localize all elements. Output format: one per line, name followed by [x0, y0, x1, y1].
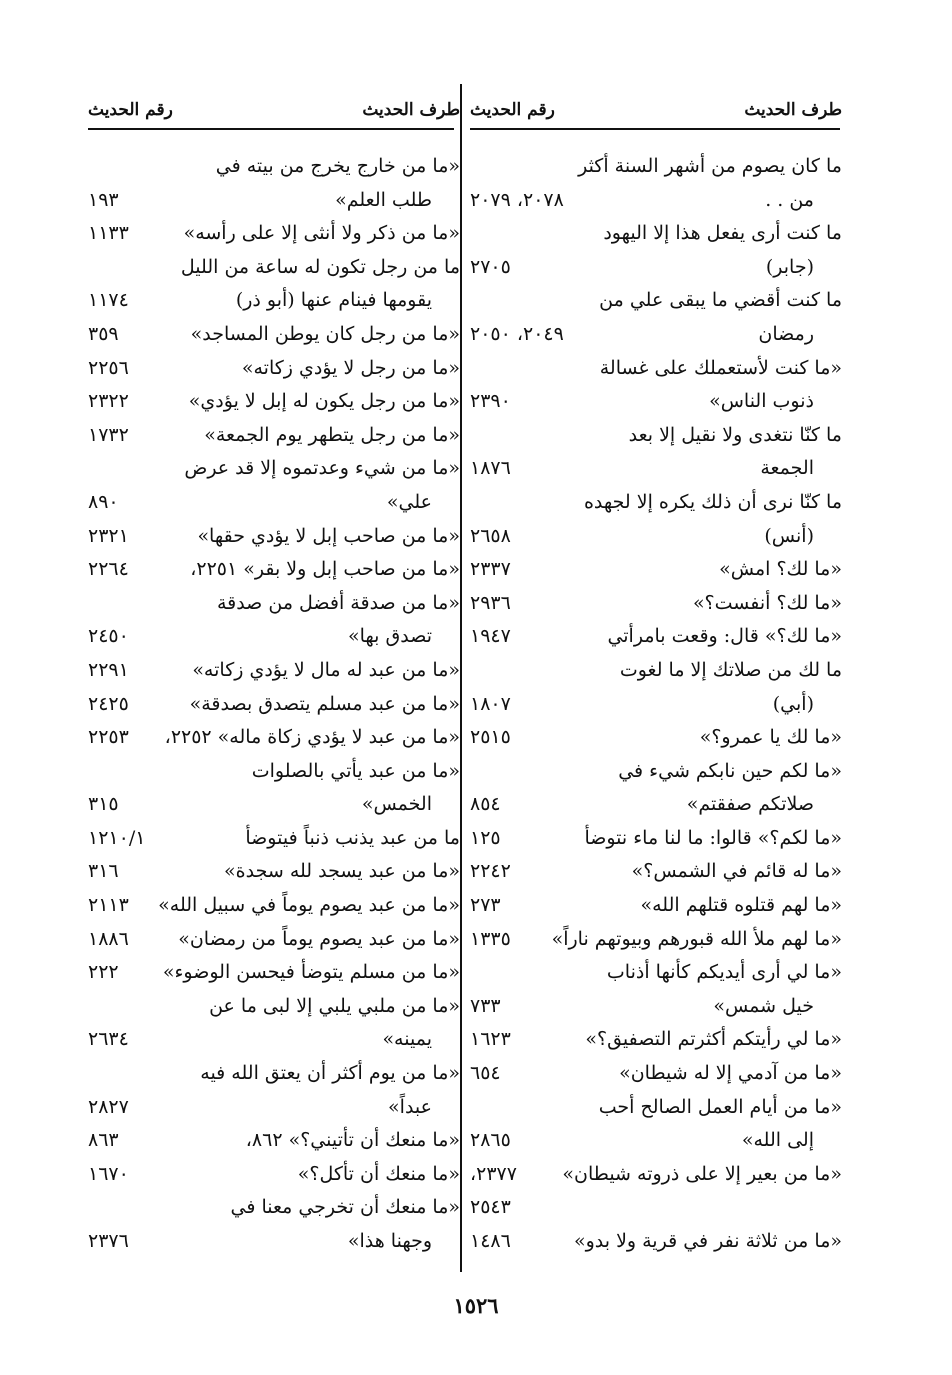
- hadith-text: علي»: [386, 490, 432, 513]
- hadith-text: (أبي): [772, 692, 814, 715]
- index-entry-line: [88, 923, 460, 957]
- hadith-number: ٢٥١٥: [470, 726, 511, 749]
- index-entry-line: [88, 352, 460, 386]
- index-entry-line: [88, 688, 460, 722]
- hadith-text: «ما من ثلاثة نفر في قرية ولا بدو»: [573, 1230, 842, 1252]
- hadith-text: «ما من عبد يسجد لله سجدة»: [224, 860, 460, 883]
- index-entry-line: [88, 419, 460, 453]
- hadith-text: خيل شمس»: [713, 994, 814, 1017]
- index-entry-line: [88, 755, 460, 789]
- index-entry-line: [462, 318, 842, 352]
- index-entry-line: [462, 150, 842, 184]
- hadith-number: ٢٤٢٥: [88, 692, 129, 715]
- hadith-text: تصدق بها»: [348, 625, 432, 648]
- hadith-text: ما من رجل تكون له ساعة من الليل: [180, 255, 460, 278]
- hadith-number: ٢٥٤٣: [470, 1196, 511, 1219]
- hadith-number: ٣١٥: [88, 793, 119, 816]
- hadith-text: «ما من صاحب إبل ولا بقر» ٢٢٥١،: [190, 558, 460, 581]
- left-column-header: [88, 100, 460, 124]
- hadith-text: «ما من بعير إلا على ذروته شيطان»: [562, 1162, 842, 1185]
- hadith-number: ١١٧٤: [88, 289, 129, 312]
- hadith-text: ما كان يصوم من أشهر السنة أكثر: [578, 155, 842, 177]
- index-entry-line: [462, 1057, 842, 1091]
- hadith-text: يمينه»: [382, 1028, 432, 1051]
- index-entry-line: [462, 184, 842, 218]
- hadith-number: ٦٥٤: [470, 1062, 501, 1085]
- index-entry-line: [462, 419, 842, 453]
- hadith-text: الخمس»: [361, 793, 432, 816]
- index-entry-line: [88, 889, 460, 923]
- hadith-number: ١٩٤٧: [470, 625, 511, 648]
- hadith-text: (جابر): [765, 255, 814, 278]
- hadith-number: ١٩٣: [88, 188, 119, 211]
- hadith-text: ما كنت أرى يفعل هذا إلا اليهود: [603, 222, 842, 245]
- hadith-number: ١٧٣٢: [88, 423, 129, 446]
- index-entry-line: [462, 788, 842, 822]
- index-entry-line: [462, 855, 842, 889]
- index-entry-line: [462, 1124, 842, 1158]
- hadith-text: «ما من صدقة أفضل من صدقة: [216, 591, 460, 614]
- hadith-number: ٢٤٥٠: [88, 625, 129, 648]
- hadith-number: ٢٣٣٧: [470, 558, 511, 581]
- index-entry-line: [88, 1023, 460, 1057]
- hadith-number: ٣١٦: [88, 860, 119, 883]
- hadith-text: عبداً»: [388, 1095, 432, 1118]
- hadith-number: ١١٣٣: [88, 222, 129, 245]
- index-entry-line: [462, 1091, 842, 1125]
- hadith-number: ٢٦٣٤: [88, 1028, 129, 1051]
- hadith-text: «ما منعك أن تأكل؟»: [297, 1162, 460, 1185]
- page-number: ١٥٢٦: [453, 1293, 499, 1318]
- index-entry-line: [462, 1191, 842, 1225]
- hadith-number: ٢٢٩١: [88, 658, 129, 681]
- hadith-text: «ما من رجل كان يوطن المساجد»: [190, 322, 460, 345]
- right-entries: [462, 150, 842, 1259]
- index-entry-line: [88, 956, 460, 990]
- hadith-text: «ما من مسلم يتوضأ فيحسن الوضوء»: [162, 961, 460, 984]
- hadith-text: «ما لك؟» قال: وقعت بامرأتي: [607, 625, 842, 648]
- index-entry-line: [88, 184, 460, 218]
- hadith-text: الجمعة: [760, 457, 814, 480]
- index-entry-line: [462, 251, 842, 285]
- hadith-number: ٢٨٦٥: [470, 1129, 511, 1152]
- hadith-text: يقومها فينام عنها (أبو ذر): [235, 289, 432, 312]
- hadith-text: من . .: [765, 188, 814, 211]
- hadith-text: ما لك من صلاتك إلا ما لغوت: [619, 658, 842, 681]
- hadith-number: ٢٢٢: [88, 961, 119, 984]
- index-entry-line: [88, 990, 460, 1024]
- header-number-label: رقم الحديث: [470, 100, 555, 120]
- header-text-label: طرف الحديث: [744, 100, 842, 120]
- hadith-text: «ما كنت لأستعملك على غسالة: [599, 356, 842, 379]
- hadith-text: «ما لي أرى أيديكم كأنها أذناب: [606, 961, 842, 984]
- hadith-text: «ما من أيام العمل الصالح أحب: [598, 1095, 842, 1118]
- hadith-number: ٢٨٢٧: [88, 1095, 129, 1118]
- hadith-number: ١٣٣٥: [470, 927, 511, 950]
- hadith-text: «ما من عبد يصوم يوماً من رمضان»: [178, 927, 460, 950]
- index-entry-line: [462, 385, 842, 419]
- hadith-number: ٢٢٤٢: [470, 860, 511, 883]
- hadith-text: «ما له قائم في الشمس؟»: [631, 860, 842, 883]
- index-entry-line: [462, 352, 842, 386]
- hadith-text: «ما لكم؟» قالوا: ما لنا ماء نتوضأ: [584, 826, 842, 849]
- index-entry-line: [88, 1124, 460, 1158]
- hadith-text: «ما منعك أن تخرجي معنا في: [230, 1196, 460, 1219]
- index-entry-line: [88, 385, 460, 419]
- hadith-number: ١٢٥: [470, 826, 501, 849]
- index-entry-line: [88, 654, 460, 688]
- hadith-number: ٢٣٢٢: [88, 390, 129, 413]
- hadith-text: ما كنّا نتغدى ولا نقيل إلا بعد: [628, 423, 842, 446]
- index-entry-line: [462, 755, 842, 789]
- hadith-number: ٨٦٣: [88, 1129, 119, 1152]
- hadith-text: «ما من ملبي يلبي إلا لبى ما عن: [209, 994, 460, 1017]
- header-text-label: طرف الحديث: [362, 100, 460, 120]
- index-entry-line: [88, 553, 460, 587]
- hadith-number: ٢٠٤٩، ٢٠٥٠: [470, 322, 564, 345]
- index-entry-line: [88, 1158, 460, 1192]
- index-entry-line: [462, 822, 842, 856]
- hadith-text: «ما من شيء وعدتموه إلا قد عرض: [184, 457, 460, 480]
- hadith-text: «ما لكم حين نابكم شيء في: [618, 759, 842, 782]
- index-entry-line: [462, 486, 842, 520]
- hadith-number: ٨٥٤: [470, 793, 501, 816]
- hadith-text: «ما من عبد يصوم يوماً في سبيل الله»: [158, 894, 460, 917]
- hadith-text: «ما من ذكر ولا أنثى إلا على رأسه»: [183, 222, 460, 245]
- hadith-number: ٢٣٩٠: [470, 390, 511, 413]
- index-entry-line: [462, 284, 842, 318]
- hadith-text: إلى الله»: [741, 1129, 814, 1152]
- hadith-number: ٢٣٧٦: [88, 1230, 129, 1252]
- hadith-text: صلاتكم صفقتم»: [686, 793, 814, 816]
- index-entry-line: [462, 956, 842, 990]
- hadith-text: «ما من عبد يأتي بالصلوات: [251, 759, 460, 782]
- index-entry-line: [88, 486, 460, 520]
- hadith-number: ١٨٠٧: [470, 692, 511, 715]
- hadith-number: ١٢١٠/١: [88, 826, 146, 849]
- hadith-number: ٢٠٧٨، ٢٠٧٩: [470, 188, 564, 211]
- index-entry-line: [88, 1191, 460, 1225]
- right-header-rule: [470, 128, 840, 130]
- index-entry-line: [88, 587, 460, 621]
- hadith-text: طلب العلم»: [335, 188, 432, 211]
- hadith-text: «ما منعك أن تأتيني؟» ٨٦٢،: [245, 1129, 460, 1152]
- index-entry-line: [462, 553, 842, 587]
- hadith-number: ٢٣٧٧،: [470, 1162, 517, 1185]
- index-entry-line: [462, 587, 842, 621]
- hadith-text: ما كنت أقضي ما يبقى علي من: [599, 289, 842, 312]
- hadith-number: ١٨٨٦: [88, 927, 129, 950]
- index-entry-line: [462, 688, 842, 722]
- hadith-text: «ما من رجل يتطهر يوم الجمعة»: [204, 423, 460, 446]
- column-divider: [460, 84, 462, 1272]
- hadith-text: «ما لك؟ امش»: [719, 558, 842, 581]
- hadith-text: «ما لهم ملأ الله قبورهم وبيوتهم ناراً»: [551, 927, 842, 950]
- index-entry-line: [88, 284, 460, 318]
- index-entry-line: [88, 620, 460, 654]
- hadith-number: ٧٣٣: [470, 994, 501, 1017]
- hadith-number: ١٦٢٣: [470, 1028, 511, 1051]
- index-entry-line: [88, 1057, 460, 1091]
- index-entry-line: [88, 822, 460, 856]
- index-entry-line: [462, 520, 842, 554]
- hadith-text: ما كنّا نرى أن ذلك يكره إلا لجهده: [583, 490, 842, 513]
- index-entry-line: [462, 990, 842, 1024]
- hadith-text: وجهنا هذا»: [347, 1230, 432, 1252]
- hadith-number: ٢٦٥٨: [470, 524, 511, 547]
- index-entry-line: [88, 1225, 460, 1259]
- hadith-number: ١٦٧٠: [88, 1162, 129, 1185]
- index-entry-line: [88, 318, 460, 352]
- hadith-text: ذنوب الناس»: [709, 390, 814, 413]
- index-entry-line: [88, 520, 460, 554]
- hadith-text: «ما من عبد له مال لا يؤدي زكاته»: [192, 658, 460, 681]
- hadith-text: «ما لهم قتلوه قتلهم الله»: [640, 894, 842, 917]
- hadith-number: ٢٩٣٦: [470, 591, 511, 614]
- index-entry-line: [462, 721, 842, 755]
- index-entry-line: [462, 1225, 842, 1259]
- hadith-text: «ما من صاحب إبل لا يؤدي حقها»: [197, 524, 460, 547]
- hadith-text: «ما من رجل يكون له إبل لا يؤدي»: [188, 390, 460, 413]
- hadith-number: ٢٧٣: [470, 894, 501, 917]
- index-entry-line: [88, 855, 460, 889]
- index-entry-line: [462, 452, 842, 486]
- hadith-text: «ما من رجل لا يؤدي زكاته»: [241, 356, 460, 379]
- hadith-number: ٢٧٠٥: [470, 255, 511, 278]
- index-entry-line: [88, 1091, 460, 1125]
- right-column: [462, 0, 842, 1290]
- index-entry-line: [462, 654, 842, 688]
- hadith-text: (أنس): [764, 524, 814, 547]
- index-entry-line: [462, 1158, 842, 1192]
- hadith-number: ١٨٧٦: [470, 457, 511, 480]
- hadith-number: ٣٥٩: [88, 322, 119, 345]
- hadith-number: ١٤٨٦: [470, 1230, 511, 1252]
- hadith-text: «ما من عبد مسلم يتصدق بصدقة»: [189, 692, 460, 715]
- hadith-number: ٢٢٥٦: [88, 356, 129, 379]
- hadith-text: «ما لك يا عمرو؟»: [699, 726, 842, 749]
- index-entry-line: [462, 1023, 842, 1057]
- header-number-label: رقم الحديث: [88, 100, 173, 120]
- hadith-number: ٢٢٥٣: [88, 726, 129, 749]
- hadith-text: «ما من آدمي إلا له شيطان»: [619, 1062, 842, 1085]
- index-entry-line: [88, 788, 460, 822]
- hadith-number: ٨٩٠: [88, 490, 119, 513]
- hadith-text: «ما لي رأيتكم أكثرتم التصفيق؟»: [585, 1028, 842, 1051]
- index-entry-line: [462, 217, 842, 251]
- hadith-text: «ما من عبد لا يؤدي زكاة ماله» ٢٢٥٢،: [164, 726, 460, 749]
- hadith-number: ٢١١٣: [88, 894, 129, 917]
- left-column: [88, 0, 460, 1290]
- right-column-header: [462, 100, 842, 124]
- index-entry-line: [462, 620, 842, 654]
- index-entry-line: [88, 251, 460, 285]
- index-entry-line: [88, 150, 460, 184]
- hadith-text: ما من عبد يذنب ذنباً فيتوضأ: [245, 826, 460, 849]
- hadith-text: «ما من يوم أكثر أن يعتق الله فيه: [200, 1062, 460, 1085]
- index-entry-line: [88, 452, 460, 486]
- hadith-number: ٢٣٢١: [88, 524, 129, 547]
- index-entry-line: [462, 923, 842, 957]
- hadith-text: «ما من خارج يخرج من بيته في: [215, 155, 460, 177]
- hadith-text: رمضان: [758, 322, 814, 345]
- left-entries: [88, 150, 460, 1259]
- hadith-number: ٢٢٦٤: [88, 558, 129, 581]
- index-entry-line: [88, 217, 460, 251]
- index-entry-line: [462, 889, 842, 923]
- index-entry-line: [88, 721, 460, 755]
- hadith-text: «ما لك؟ أنفست؟»: [692, 591, 842, 614]
